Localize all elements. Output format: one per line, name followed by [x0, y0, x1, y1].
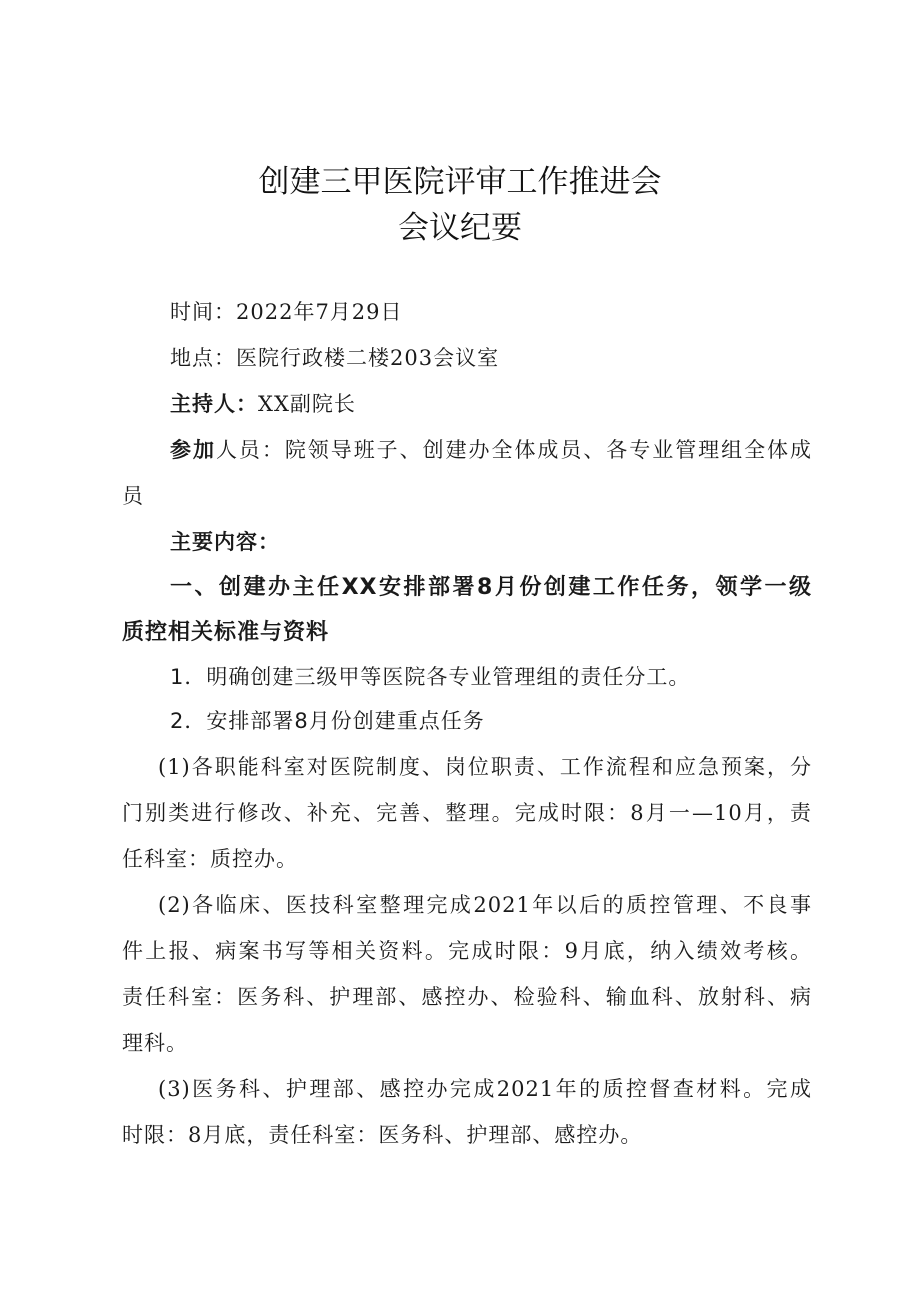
sub-item-2-line3: 责任科室：医务科、护理部、感控办、检验科、输血科、放射科、病 [122, 985, 812, 1009]
host-label: 主持人： [170, 392, 258, 416]
sub-item-1-line3: 任科室：质控办。 [122, 847, 298, 871]
meeting-place: 地点：医院行政楼二楼203会议室 [170, 346, 500, 370]
participants-text: 人员：院领导班子、创建办全体成员、各专业管理组全体成 [215, 438, 813, 462]
sub-item-2-line1: (2)各临床、医技科室整理完成2021年以后的质控管理、不良事 [158, 893, 812, 917]
sub-item-1-line2: 门别类进行修改、补充、完善、整理。完成时限：8月一—10月，责 [122, 801, 812, 825]
document-title-line1: 创建三甲医院评审工作推进会 [258, 164, 662, 200]
sub-item-2-line2: 件上报、病案书写等相关资料。完成时限：9月底，纳入绩效考核。 [122, 939, 812, 963]
item-1: 1．明确创建三级甲等医院各专业管理组的责任分工。 [170, 665, 691, 689]
item-2: 2．安排部署8月份创建重点任务 [170, 709, 485, 733]
section1-heading-line2: 质控相关标准与资料 [122, 620, 330, 645]
participants-line1 [170, 435, 812, 465]
document-title-line2: 会议纪要 [398, 210, 522, 246]
main-content-heading: 主要内容： [170, 530, 280, 554]
sub-item-1-line1: (1)各职能科室对医院制度、岗位职责、工作流程和应急预案，分 [158, 755, 812, 779]
sub-item-3-line1: (3)医务科、护理部、感控办完成2021年的质控督查材料。完成 [158, 1077, 812, 1101]
meeting-time: 时间：2022年7月29日 [170, 300, 403, 324]
sub-item-3-line2: 时限：8月底，责任科室：医务科、护理部、感控办。 [122, 1123, 643, 1147]
participants-label: 参加 [170, 438, 216, 462]
host-value: XX副院长 [258, 392, 356, 416]
meeting-host [170, 389, 356, 419]
participants-line2: 员 [122, 484, 144, 508]
sub-item-2-line4: 理科。 [122, 1031, 188, 1055]
section1-heading-line1: 一、创建办主任XX安排部署8月份创建工作任务，领学一级 [170, 575, 812, 600]
